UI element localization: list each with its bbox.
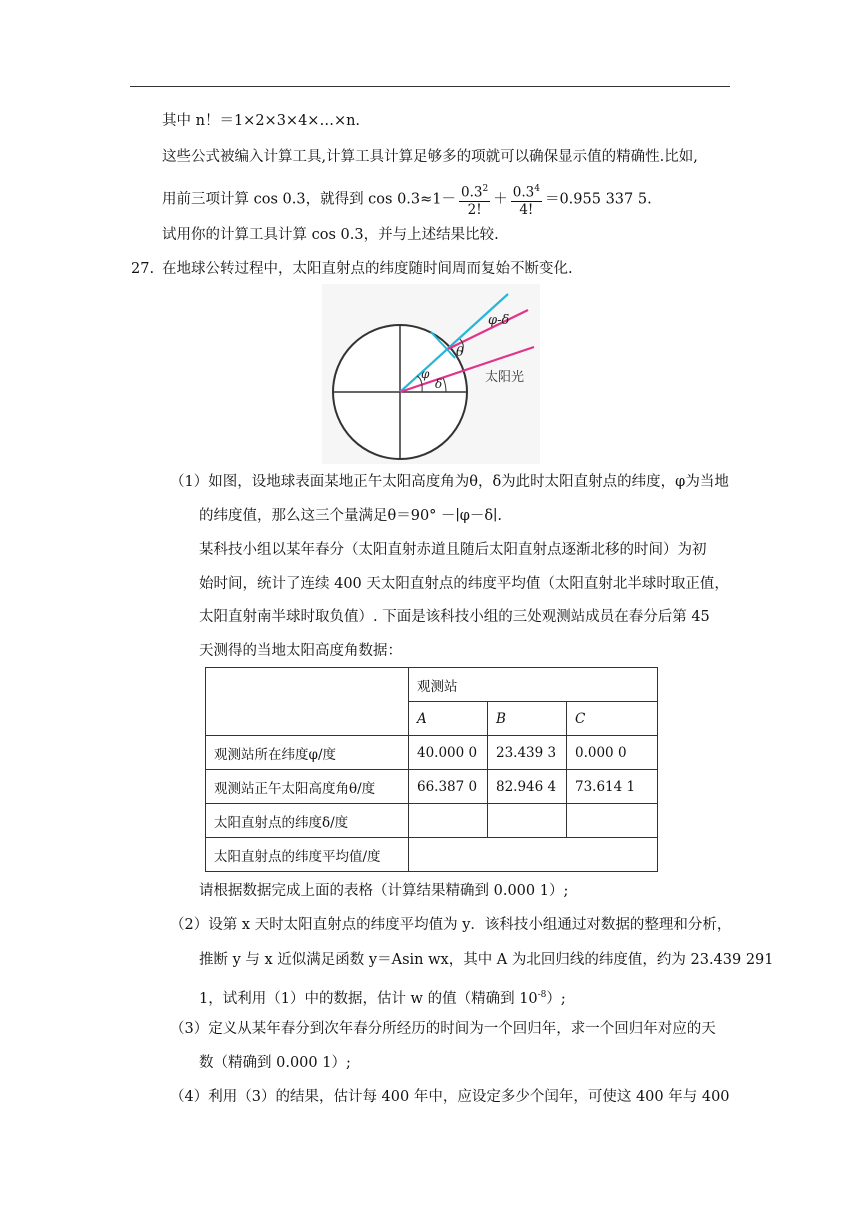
part2-line-3-suffix: ）; [546,990,566,1007]
label-sunlight: 太阳光 [485,370,525,385]
header-rule [130,86,730,87]
problem-stem: 在地球公转过程中，太阳直射点的纬度随时间周而复始不断变化. [162,261,573,277]
label-delta: δ [435,377,443,391]
row-label: 太阳直射点的纬度平均值/度 [206,838,409,872]
sunlight-diagram [322,284,540,464]
label-phi: φ [421,367,430,381]
table-cell: 0.000 0 [567,736,658,770]
table-row [206,668,658,702]
part1-line-3: 某科技小组以某年春分（太阳直射赤道且随后太阳直射点逐渐北移的时间）为初 [199,542,707,558]
part3-line-2: 数（精确到 0.000 1）; [199,1055,351,1071]
observation-table [205,667,658,872]
intro-line-3-prefix: 用前三项计算 cos 0.3，就得到 cos 0.3≈1－ [162,191,457,208]
table-cell: 23.439 3 [488,736,567,770]
row-label: 观测站所在纬度φ/度 [206,736,409,770]
station-c-header: C [567,702,658,736]
table-row [206,838,658,872]
intro-line-4: 试用你的计算工具计算 cos 0.3，并与上述结果比较. [162,227,499,243]
after-table-text: 请根据数据完成上面的表格（计算结果精确到 0.000 1）; [199,883,569,899]
part1-line-2: 的纬度值，那么这三个量满足θ＝90° －∣φ－δ∣. [199,508,502,524]
part1-line-6: 天测得的当地太阳高度角数据： [199,643,402,659]
part2-line-3 [199,985,566,1009]
table-cell: 40.000 0 [409,736,488,770]
part1-line-4: 始时间，统计了连续 400 天太阳直射点的纬度平均值（太阳直射北半球时取正值， [199,576,729,592]
row-label: 太阳直射点的纬度δ/度 [206,804,409,838]
table-corner-cell [206,668,409,736]
answer-cell[interactable] [488,804,567,838]
station-b-header: B [488,702,567,736]
table-cell: 66.387 0 [409,770,488,804]
problem-number: 27. [131,261,155,277]
station-a-header: A [409,702,488,736]
row-label: 观测站正午太阳高度角θ/度 [206,770,409,804]
intro-line-3 [162,181,652,218]
table-row [206,804,658,838]
answer-cell[interactable] [409,804,488,838]
table-cell: 82.946 4 [488,770,567,804]
part1-line-5: 太阳直射南半球时取负值）. 下面是该科技小组的三处观测站成员在春分后第 45 [199,609,710,625]
answer-cell[interactable] [409,838,658,872]
part1-line-1: （1）如图，设地球表面某地正午太阳高度角为θ，δ为此时太阳直射点的纬度，φ为当地 [170,474,729,490]
table-row [206,736,658,770]
fraction-2: $\frac{0.3^4}{4!}$ [511,181,542,218]
label-theta: θ [456,345,464,360]
part2-line-3-text: 1，试利用（1）中的数据，估计 w 的值（精确到 10 [199,990,538,1007]
part4-line-1: （4）利用（3）的结果，估计每 400 年中，应设定多少个闰年，可使这 400 年与 400 [170,1089,730,1105]
fraction-1: $\frac{0.3^2}{2!}$ [459,181,490,218]
part2-line-2: 推断 y 与 x 近似满足函数 y＝Asin wx，其中 A 为北回归线的纬度值，约为 23.439 291 [199,952,774,968]
table-cell: 73.614 1 [567,770,658,804]
part2-line-1: （2）设第 x 天时太阳直射点的纬度平均值为 y．该科技小组通过对数据的整理和分析， [170,917,732,933]
intro-line-3-suffix: ＝0.955 337 5. [544,191,652,208]
table-row [206,770,658,804]
intro-line-2: 这些公式被编入计算工具,计算工具计算足够多的项就可以确保显示值的精确性.比如, [162,149,698,165]
part3-line-1: （3）定义从某年春分到次年春分所经历的时间为一个回归年，求一个回归年对应的天 [170,1021,716,1037]
answer-cell[interactable] [567,804,658,838]
table-header-stations: 观测站 [409,668,658,702]
intro-line-1: 其中 n！＝1×2×3×4×…×n. [162,113,361,129]
part2-exponent: -8 [537,990,547,1000]
plus-sign: ＋ [493,191,508,208]
label-phi-minus-delta: φ-δ [488,313,510,328]
